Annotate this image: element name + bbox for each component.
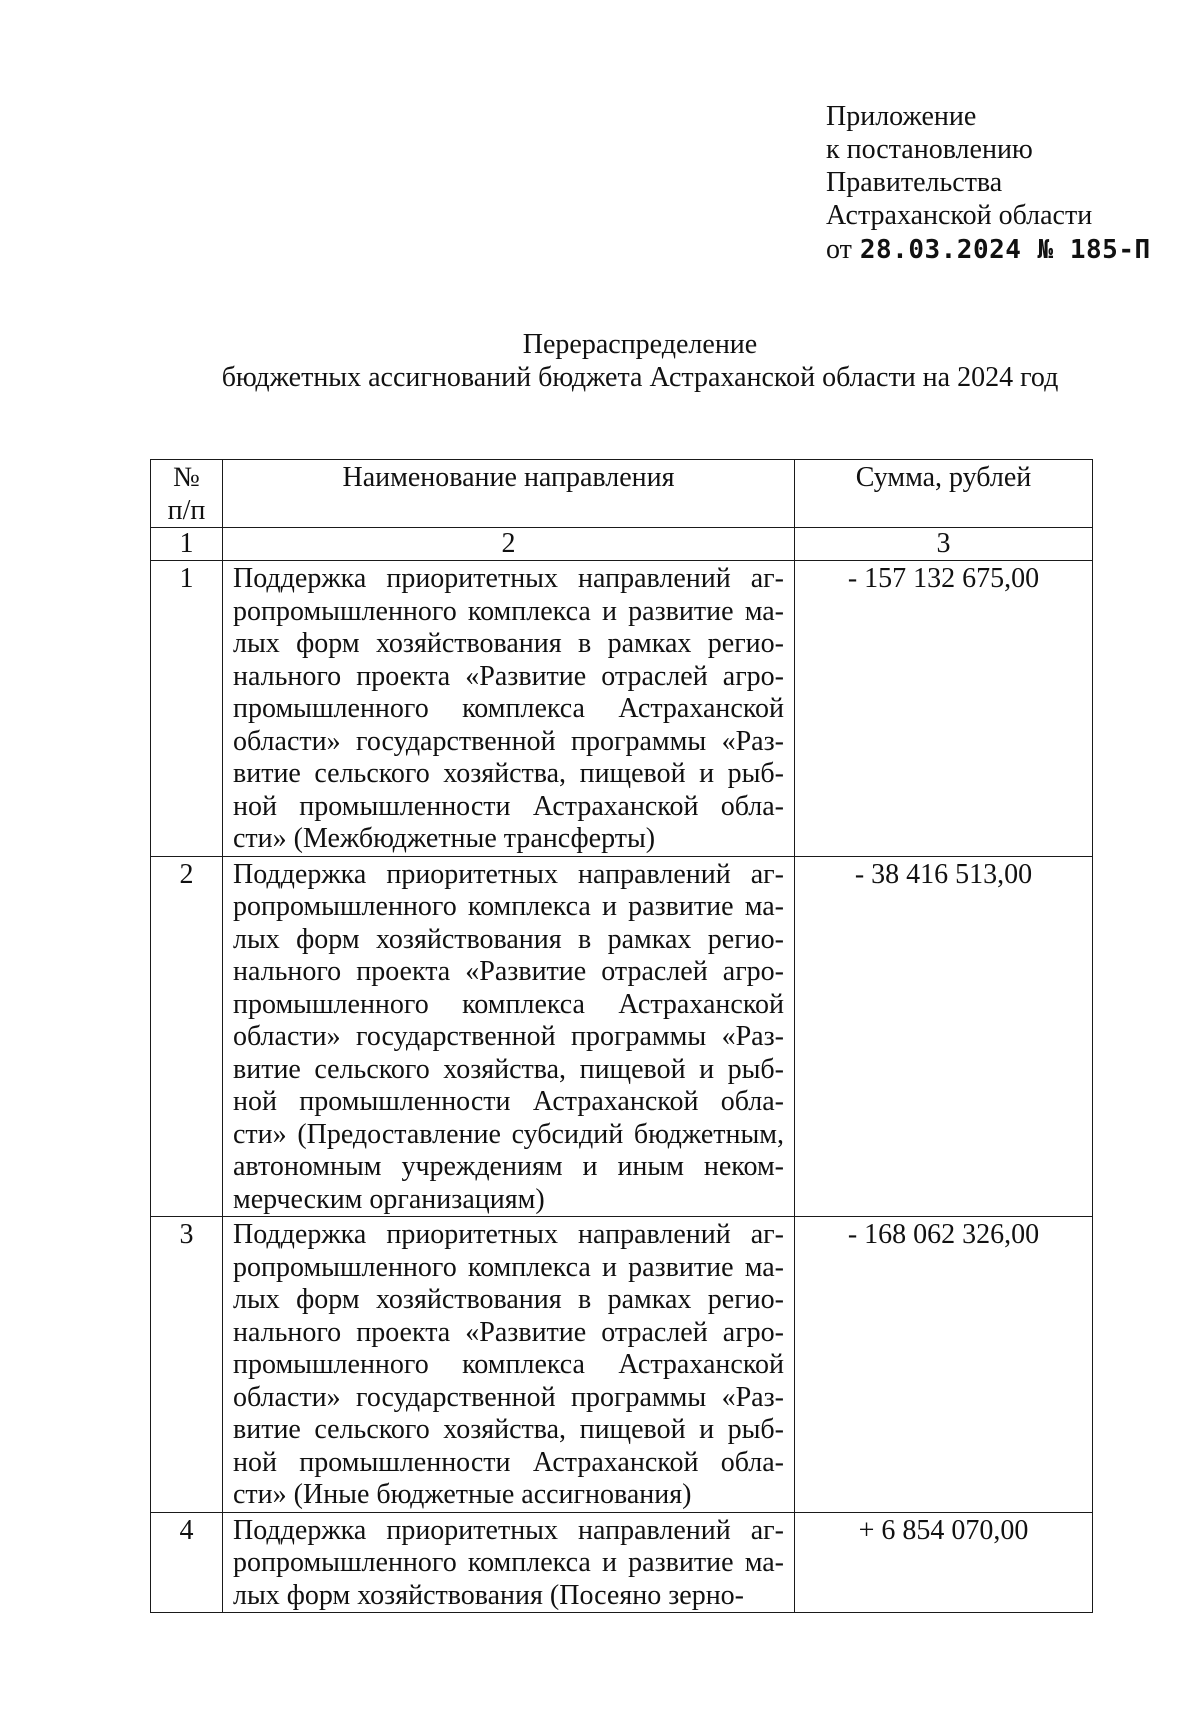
row-description — [223, 1512, 795, 1613]
description-line: ропромышленного комплекса и развитие ма- — [233, 595, 784, 627]
row-sum: + 6 854 070,00 — [795, 1512, 1093, 1613]
title-line-1: Перераспределение — [522, 329, 758, 360]
appendix-line: Астраханской области — [826, 200, 1093, 231]
description-line: области» государственной программы «Раз- — [233, 1381, 784, 1413]
description-line: Поддержка приоритетных направлений аг- — [233, 563, 784, 594]
description-line: ропромышленного комплекса и развитие ма- — [233, 1547, 784, 1578]
description-line: лых форм хозяйствования в рамках регио- — [233, 923, 784, 955]
document-title — [150, 328, 1130, 394]
description-line: промышленного комплекса Астраханской — [233, 1349, 784, 1380]
table-body — [151, 561, 1093, 1613]
date-prefix: от — [826, 234, 852, 265]
description-line: Поддержка приоритетных направлений аг- — [233, 858, 784, 890]
header-name: Наименование направления — [223, 460, 795, 528]
row-sum: - 38 416 513,00 — [795, 856, 1093, 1217]
column-index: 3 — [795, 528, 1093, 561]
header-number — [151, 460, 223, 528]
description-line: области» государственной программы «Раз- — [233, 725, 784, 757]
description-line: сти» (Предоставление субсидий бюджетным, — [233, 1118, 784, 1150]
description-line: ной промышленности Астраханской обла- — [233, 1086, 784, 1117]
description-line: ропромышленного комплекса и развитие ма- — [233, 891, 784, 922]
column-index: 2 — [223, 528, 795, 561]
header-number-line: № — [173, 462, 200, 493]
date-number-stamp: 28.03.2024 № 185-П — [859, 235, 1151, 265]
description-line: нального проекта «Развитие отраслей агро- — [233, 660, 784, 692]
table-row — [151, 1217, 1093, 1513]
row-number: 1 — [151, 561, 223, 857]
row-sum: - 157 132 675,00 — [795, 561, 1093, 857]
column-index-row — [151, 528, 1093, 561]
description-line: автономным учреждениям и иным неком- — [233, 1151, 784, 1182]
description-line: Поддержка приоритетных направлений аг- — [233, 1514, 784, 1546]
description-line: сти» (Межбюджетные трансферты) — [233, 823, 656, 854]
appendix-line: Приложение — [826, 101, 977, 132]
row-number: 3 — [151, 1217, 223, 1513]
budget-table — [150, 459, 1093, 1613]
table-row — [151, 856, 1093, 1217]
table-row — [151, 561, 1093, 857]
appendix-block — [826, 100, 1151, 267]
row-sum: - 168 062 326,00 — [795, 1217, 1093, 1513]
description-line: нального проекта «Развитие отраслей агро- — [233, 956, 784, 987]
row-number: 2 — [151, 856, 223, 1217]
description-line: Поддержка приоритетных направлений аг- — [233, 1219, 784, 1250]
description-line: нального проекта «Развитие отраслей агро- — [233, 1316, 784, 1348]
row-number: 4 — [151, 1512, 223, 1613]
description-line: витие сельского хозяйства, пищевой и рыб- — [233, 758, 784, 789]
description-line: витие сельского хозяйства, пищевой и рыб- — [233, 1414, 784, 1445]
description-line: сти» (Иные бюджетные ассигнования) — [233, 1479, 692, 1510]
description-line: ропромышленного комплекса и развитие ма- — [233, 1251, 784, 1283]
row-description — [223, 1217, 795, 1513]
description-line: лых форм хозяйствования в рамках регио- — [233, 1284, 784, 1315]
appendix-date-line — [826, 233, 1151, 267]
row-description — [223, 856, 795, 1217]
appendix-line: к постановлению — [826, 134, 1033, 165]
header-sum: Сумма, рублей — [795, 460, 1093, 528]
description-line: мерческим организациям) — [233, 1183, 545, 1215]
description-line: промышленного комплекса Астраханской — [233, 693, 784, 724]
description-line: промышленного комплекса Астраханской — [233, 988, 784, 1020]
title-line-2: бюджетных ассигнований бюджета Астраханской области на 2024 год — [221, 362, 1059, 393]
table-header-row — [151, 460, 1093, 528]
table-row — [151, 1512, 1093, 1613]
description-line: витие сельского хозяйства, пищевой и рыб- — [233, 1053, 784, 1085]
description-line: ной промышленности Астраханской обла- — [233, 1446, 784, 1478]
description-line: области» государственной программы «Раз- — [233, 1021, 784, 1052]
description-line: лых форм хозяйствования (Посеяно зерно- — [233, 1579, 744, 1611]
description-line: лых форм хозяйствования в рамках регио- — [233, 628, 784, 659]
appendix-line: Правительства — [826, 167, 1003, 198]
description-line: ной промышленности Астраханской обла- — [233, 790, 784, 822]
row-description — [223, 561, 795, 857]
header-number-line: п/п — [167, 494, 206, 526]
column-index: 1 — [151, 528, 223, 561]
